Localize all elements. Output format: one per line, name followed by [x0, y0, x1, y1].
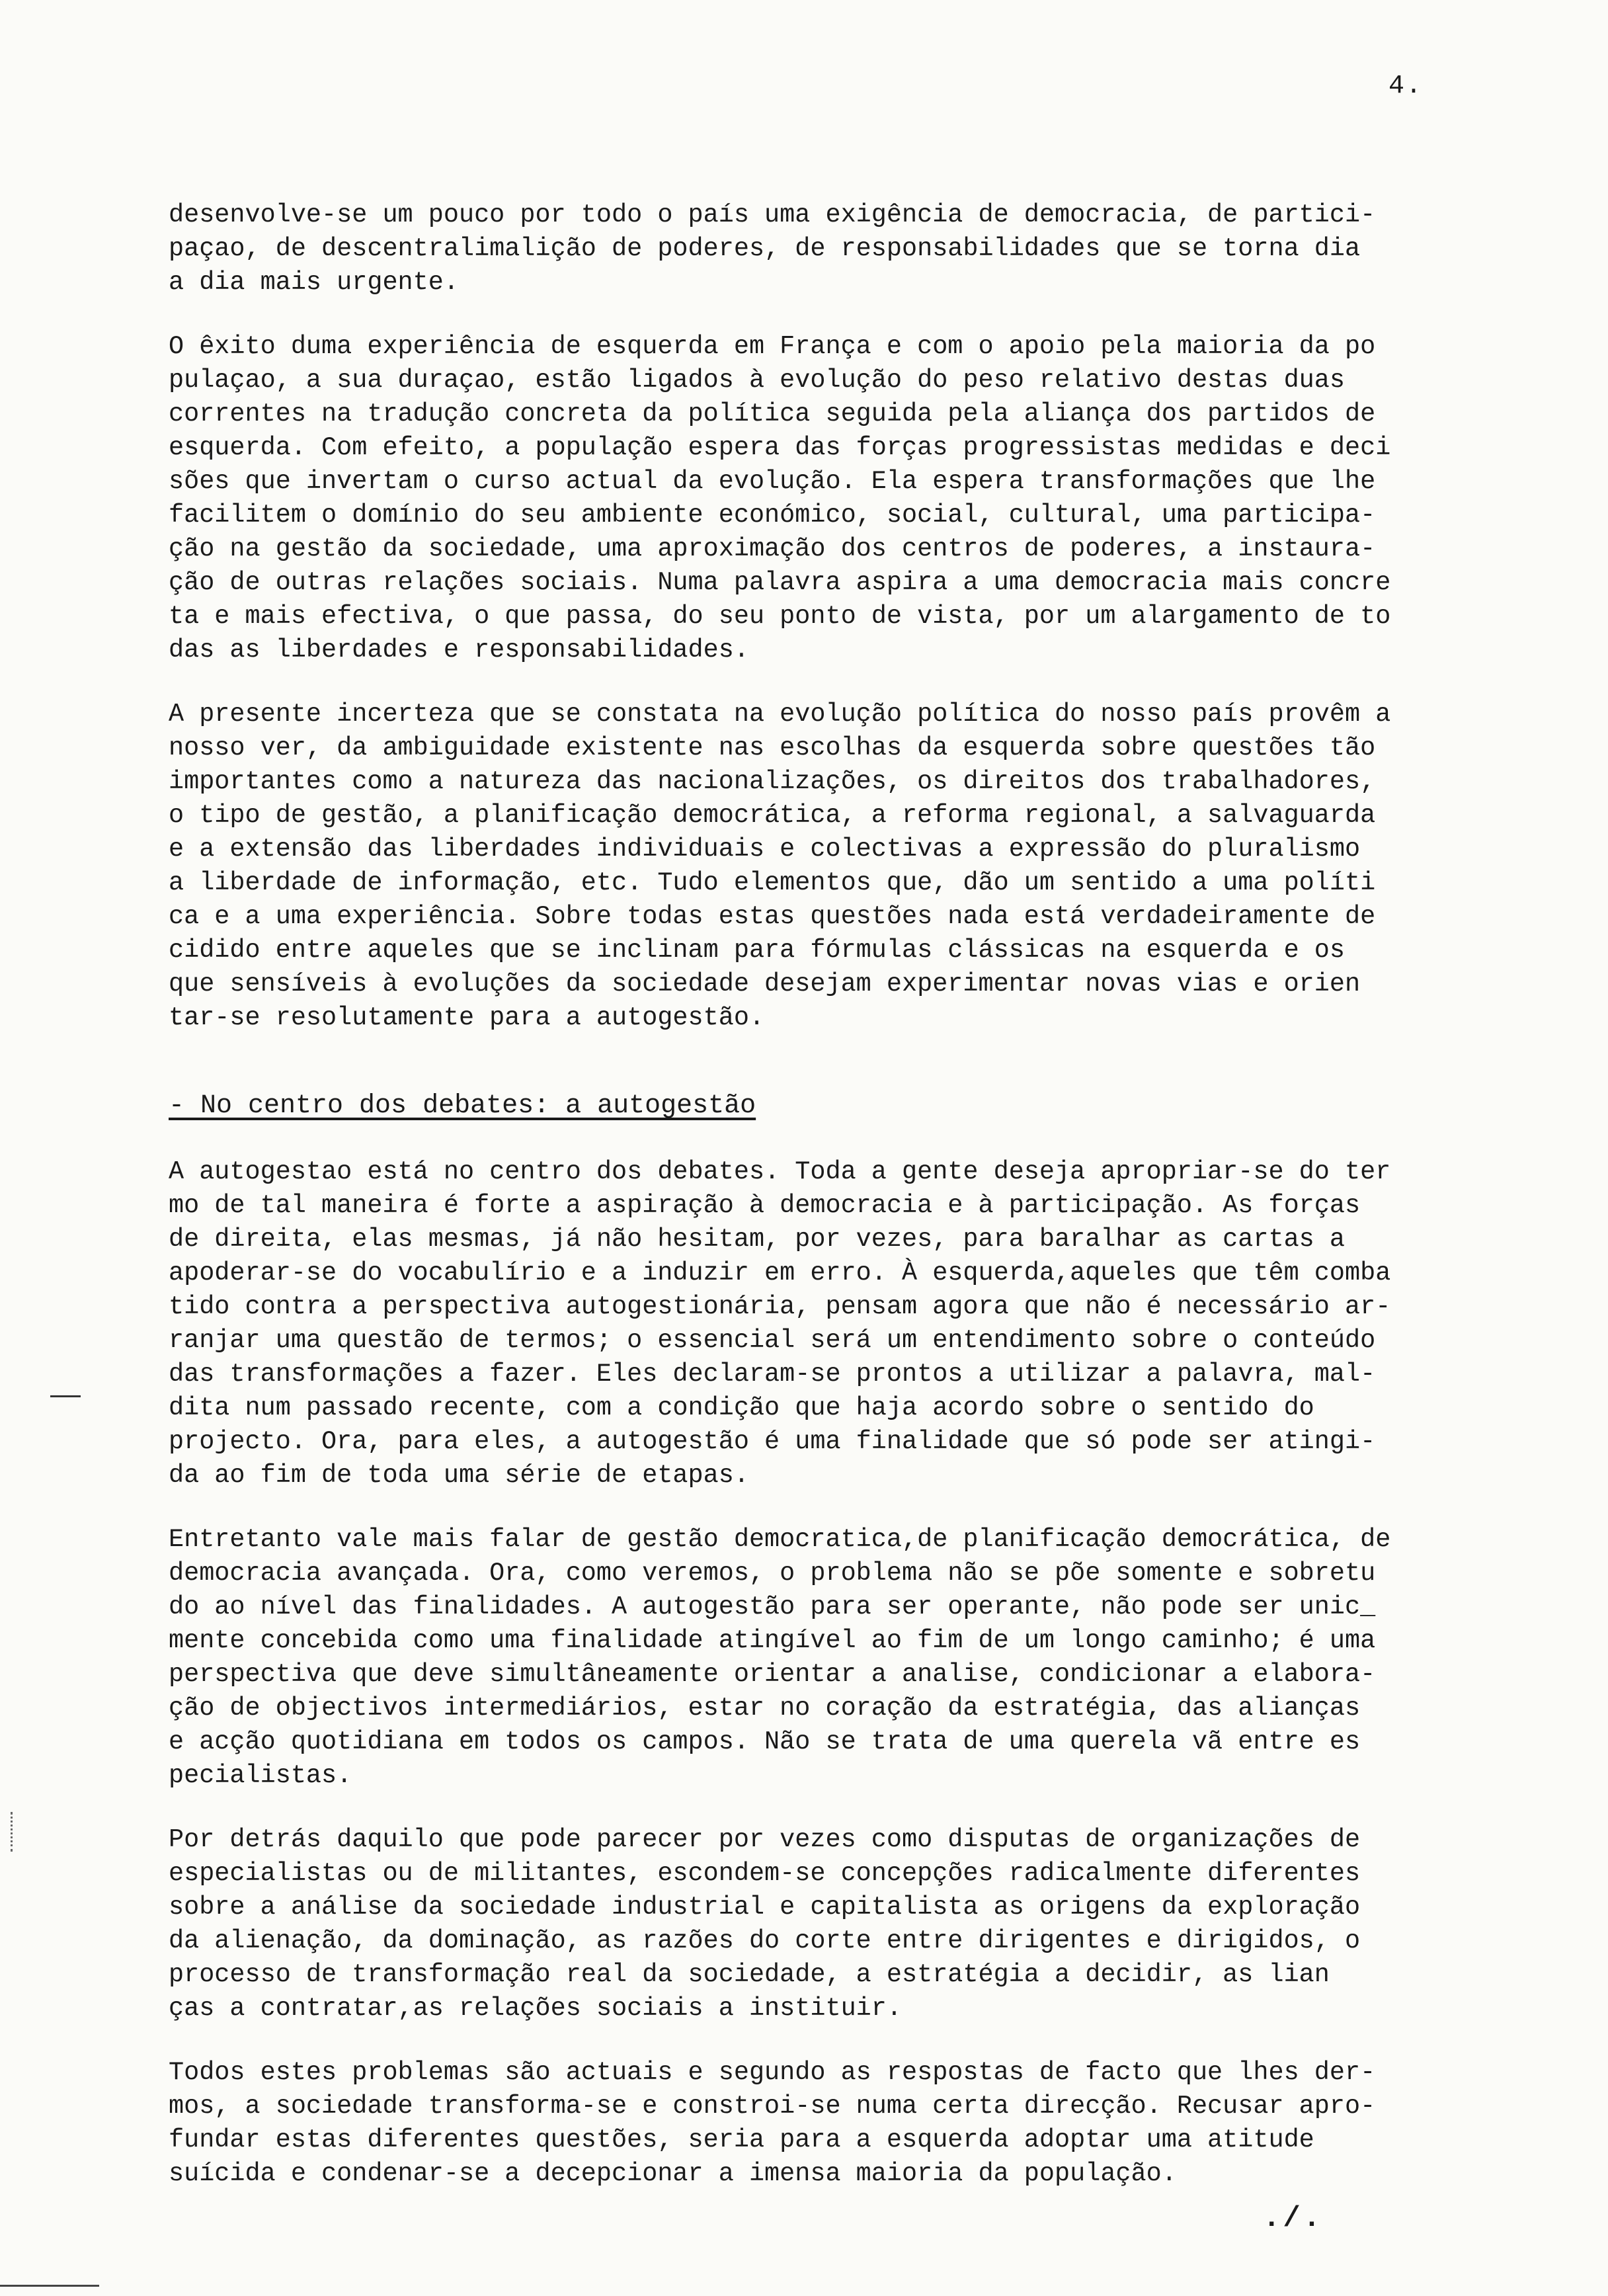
- text-line: do ao nível das finalidades. A autogestão para ser operante, não pode ser unic_: [169, 1592, 1376, 1621]
- text-line: ta e mais efectiva, o que passa, do seu ponto de vista, por um alargamento de to: [169, 602, 1391, 631]
- text-line: e acção quotidiana em todos os campos. Não se trata de uma querela vã entre es: [169, 1727, 1361, 1756]
- paragraph-gestao-democratica: [169, 1523, 1465, 1793]
- text-line: o tipo de gestão, a planificação democrática, a reforma regional, a salvaguarda: [169, 801, 1376, 830]
- text-line: perspectiva que deve simultâneamente orientar a analise, condicionar a elabora-: [169, 1660, 1376, 1689]
- text-line: a liberdade de informação, etc. Tudo elementos que, dão um sentido a uma políti: [169, 868, 1376, 897]
- text-line: pulaçao, a sua duraçao, estão ligados à evolução do peso relativo destas duas: [169, 366, 1345, 395]
- text-line: ção de outras relações sociais. Numa palavra aspira a uma democracia mais concre: [169, 568, 1391, 597]
- bottom-edge-rule: [0, 2285, 99, 2287]
- text-line: da alienação, da dominação, as razões do corte entre dirigentes e dirigidos, o: [169, 1926, 1361, 1955]
- text-line: facilitem o domínio do seu ambiente económico, social, cultural, uma participa-: [169, 501, 1376, 530]
- text-line: importantes como a natureza das nacionalizações, os direitos dos trabalhadores,: [169, 767, 1376, 796]
- text-line: fundar estas diferentes questões, seria para a esquerda adoptar uma atitude: [169, 2125, 1314, 2154]
- text-line: nosso ver, da ambiguidade existente nas escolhas da esquerda sobre questões tão: [169, 733, 1376, 762]
- text-line: a dia mais urgente.: [169, 268, 459, 297]
- text-line: pecialistas.: [169, 1761, 352, 1790]
- text-line: mos, a sociedade transforma-se e constroi-se numa certa direcção. Recusar apro-: [169, 2092, 1376, 2121]
- text-line: suícida e condenar-se a decepcionar a imensa maioria da população.: [169, 2159, 1177, 2188]
- text-line: mente concebida como uma finalidade atingível ao fim de um longo caminho; é uma: [169, 1626, 1376, 1655]
- page-number: 4.: [1388, 71, 1424, 101]
- text-line: paçao, de descentralimalição de poderes, de responsabilidades que se torna dia: [169, 234, 1361, 263]
- text-line: de direita, elas mesmas, já não hesitam, por vezes, para baralhar as cartas a: [169, 1225, 1345, 1254]
- text-line: tido contra a perspectiva autogestionária, pensam agora que não é necessário ar-: [169, 1292, 1391, 1321]
- text-line: ranjar uma questão de termos; o essencial será um entendimento sobre o conteúdo: [169, 1326, 1376, 1355]
- text-line: apoderar-se do vocabulírio e a induzir em erro. À esquerda,aqueles que têm comba: [169, 1258, 1391, 1288]
- text-line: das transformações a fazer. Eles declaram-se prontos a utilizar a palavra, mal-: [169, 1360, 1376, 1389]
- text-line: tar-se resolutamente para a autogestão.: [169, 1003, 765, 1032]
- text-line: ca e a uma experiência. Sobre todas estas questões nada está verdadeiramente de: [169, 902, 1376, 931]
- text-line: cidido entre aqueles que se inclinam para fórmulas clássicas na esquerda e os: [169, 936, 1345, 965]
- margin-dots: [11, 1812, 15, 1852]
- text-line: sobre a análise da sociedade industrial e capitalista as origens da exploração: [169, 1893, 1361, 1922]
- paragraph-conclusion: [169, 2056, 1465, 2191]
- text-line: processo de transformação real da sociedade, a estratégia a decidir, as lian: [169, 1960, 1330, 1989]
- text-line: ção na gestão da sociedade, uma aproximação dos centros de poderes, a instaura-: [169, 534, 1376, 563]
- text-line: A presente incerteza que se constata na evolução política do nosso país provêm a: [169, 700, 1391, 729]
- continuation-mark: ./.: [1263, 2202, 1324, 2235]
- text-line: sões que invertam o curso actual da evolução. Ela espera transformações que lhe: [169, 467, 1376, 496]
- section-heading: - No centro dos debates: a autogestão: [169, 1091, 756, 1121]
- text-line: Todos estes problemas são actuais e segundo as respostas de facto que lhes der-: [169, 2058, 1376, 2087]
- body-text: [169, 198, 1465, 2221]
- paragraph-uncertainty: [169, 698, 1465, 1035]
- text-line: projecto. Ora, para eles, a autogestão é uma finalidade que só pode ser atingi-: [169, 1427, 1376, 1456]
- text-line: mo de tal maneira é forte a aspiração à democracia e à participação. As forças: [169, 1191, 1361, 1220]
- text-line: A autogestao está no centro dos debates. Toda a gente deseja apropriar-se do ter: [169, 1157, 1391, 1186]
- text-line: especialistas ou de militantes, escondem-se concepções radicalmente diferentes: [169, 1859, 1361, 1888]
- paragraph-intro: [169, 198, 1465, 300]
- text-line: dita num passado recente, com a condição que haja acordo sobre o sentido do: [169, 1393, 1314, 1422]
- text-line: da ao fim de toda uma série de etapas.: [169, 1461, 749, 1490]
- text-line: das as liberdades e responsabilidades.: [169, 636, 749, 665]
- text-line: ças a contratar,as relações sociais a instituir.: [169, 1994, 902, 2023]
- text-line: correntes na tradução concreta da política seguida pela aliança dos partidos de: [169, 399, 1376, 429]
- text-line: e a extensão das liberdades individuais e colectivas a expressão do pluralismo: [169, 835, 1361, 864]
- paragraph-autogestao: [169, 1155, 1465, 1493]
- text-line: Entretanto vale mais falar de gestão democratica,de planificação democrática, de: [169, 1525, 1391, 1554]
- text-line: desenvolve-se um pouco por todo o país uma exigência de democracia, de partici-: [169, 200, 1376, 229]
- text-line: esquerda. Com efeito, a população espera das forças progressistas medidas e deci: [169, 433, 1391, 462]
- text-line: ção de objectivos intermediários, estar no coração da estratégia, das alianças: [169, 1694, 1361, 1723]
- text-line: democracia avançada. Ora, como veremos, o problema não se põe somente e sobretu: [169, 1559, 1376, 1588]
- text-line: que sensíveis à evoluções da sociedade desejam experimentar novas vias e orien: [169, 969, 1361, 999]
- paragraph-concepcoes: [169, 1823, 1465, 2026]
- text-line: Por detrás daquilo que pode parecer por vezes como disputas de organizações de: [169, 1825, 1361, 1854]
- paragraph-experience: [169, 330, 1465, 667]
- text-line: O êxito duma experiência de esquerda em França e com o apoio pela maioria da po: [169, 332, 1376, 361]
- margin-mark: [50, 1395, 81, 1397]
